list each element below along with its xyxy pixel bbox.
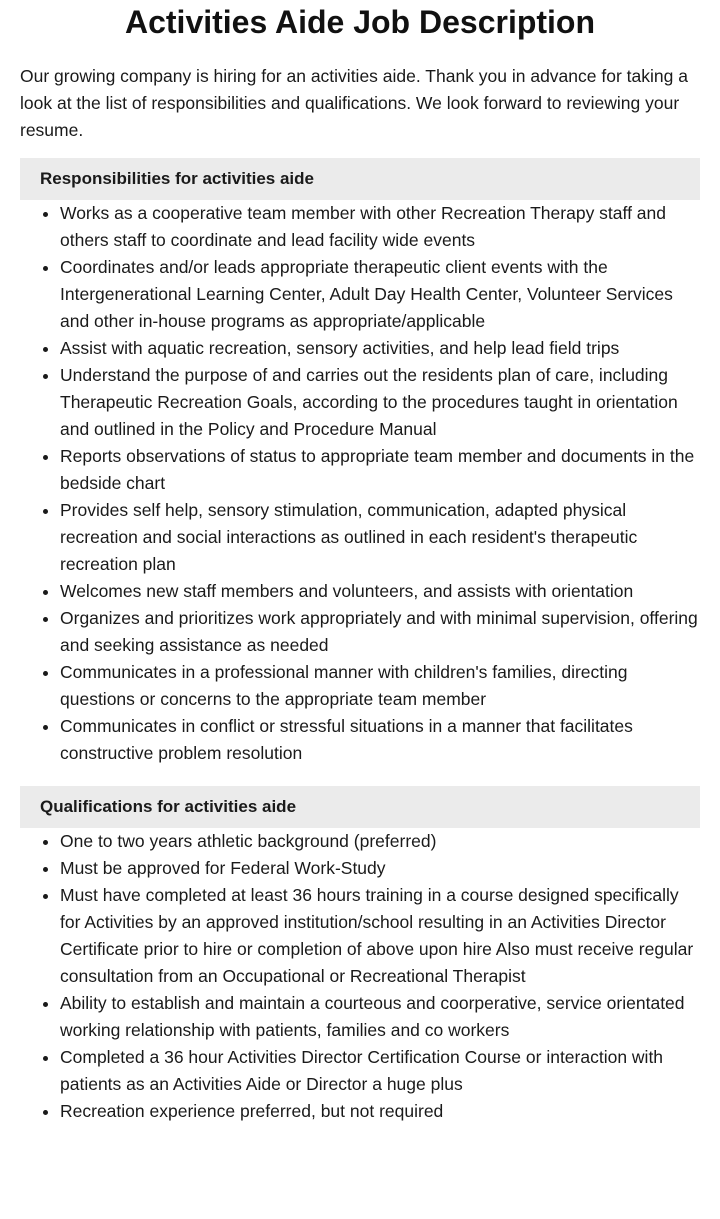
list-item: • Reports observations of status to appropriate team member and documents in the bedside chart — [60, 443, 700, 497]
qualifications-list — [20, 828, 700, 1125]
page-title: Activities Aide Job Description — [124, 4, 596, 40]
list-item: • Communicates in conflict or stressful situations in a manner that facilitates constructive problem resolution — [60, 713, 700, 767]
list-item: • Organizes and prioritizes work appropriately and with minimal supervision, offering and seeking assistance as needed — [60, 605, 700, 659]
list-item: • Must be approved for Federal Work-Study — [60, 855, 700, 882]
qualifications-heading: Qualifications for activities aide — [20, 786, 700, 828]
list-item: • Welcomes new staff members and volunteers, and assists with orientation — [60, 578, 700, 605]
responsibilities-list — [20, 200, 700, 767]
list-item: • Assist with aquatic recreation, sensory activities, and help lead field trips — [60, 335, 700, 362]
list-item: • Works as a cooperative team member with other Recreation Therapy staff and others staff to coordinate and lead facility wide events — [60, 200, 700, 254]
list-item: • Coordinates and/or leads appropriate therapeutic client events with the Intergenerational Learning Center, Adult Day Health Center, Volunteer Services and other in-house programs as appropriate/applicable — [60, 254, 700, 335]
responsibilities-heading: Responsibilities for activities aide — [20, 158, 700, 200]
list-item: • Must have completed at least 36 hours training in a course designed specifically for Activities by an approved institution/school resulting in an Activities Director Certificate prior to hire or completion of above upon hire Also must receive regular consultation from an Occupational or Recreational Therapist — [60, 882, 700, 990]
list-item: • Completed a 36 hour Activities Director Certification Course or interaction with patients as an Activities Aide or Director a huge plus — [60, 1044, 700, 1098]
list-item: • Ability to establish and maintain a courteous and coorperative, service orientated working relationship with patients, families and co workers — [60, 990, 700, 1044]
list-item: • One to two years athletic background (preferred) — [60, 828, 700, 855]
list-item: • Recreation experience preferred, but not required — [60, 1098, 700, 1125]
list-item: • Provides self help, sensory stimulation, communication, adapted physical recreation and social interactions as outlined in each resident's therapeutic recreation plan — [60, 497, 700, 578]
list-item: • Understand the purpose of and carries out the residents plan of care, including Therapeutic Recreation Goals, according to the procedures taught in orientation and outlined in the Policy and Procedure Manual — [60, 362, 700, 443]
list-item: • Communicates in a professional manner with children's families, directing questions or concerns to the appropriate team member — [60, 659, 700, 713]
intro-paragraph: Our growing company is hiring for an activities aide. Thank you in advance for taking a look at the list of responsibilities and qualifications. We look forward to reviewing your resume. — [20, 66, 688, 140]
